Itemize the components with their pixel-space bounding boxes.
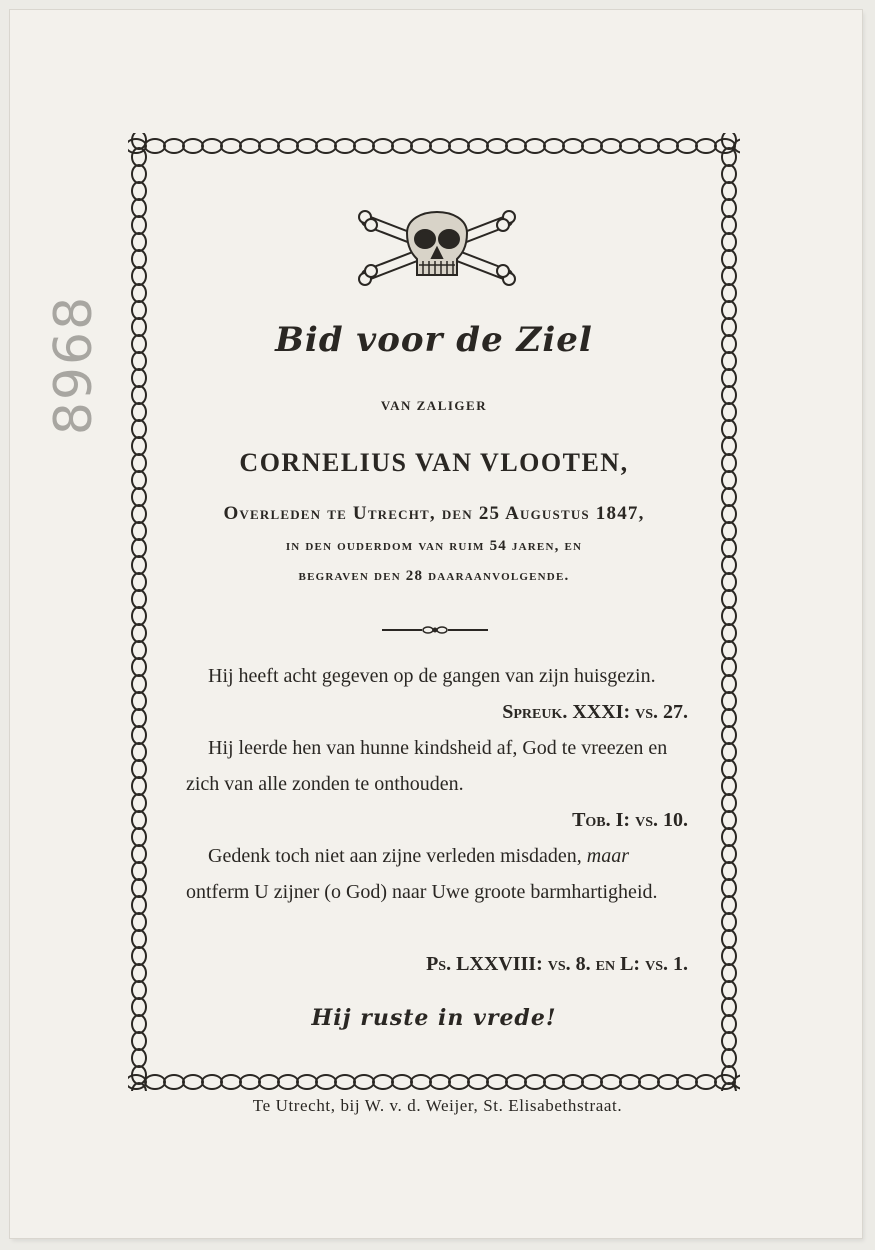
- chain-border-ornament: [131, 1082, 147, 1091]
- verse-1-ref: Spreuk. XXXI: vs. 27.: [502, 701, 688, 723]
- verse-1-reference: [186, 694, 688, 730]
- border-top: [128, 133, 740, 155]
- border-right: [718, 133, 740, 1091]
- verse-1: [186, 658, 688, 694]
- ornamental-divider-icon: [382, 626, 488, 634]
- deceased-name: CORNELIUS VAN VLOOTEN,: [239, 448, 629, 477]
- verse-2-reference: [186, 802, 688, 838]
- chain-border-ornament: [721, 1082, 737, 1091]
- handwritten-number: 8968: [44, 294, 104, 436]
- closing-blessing: Hij ruste in vrede!: [311, 1005, 557, 1031]
- border-bottom: [128, 1069, 740, 1091]
- card-title: Bid voor de Ziel: [275, 320, 593, 360]
- verse-2-text: Hij leerde hen van hunne kindsheid af, God te vreezen en zich van alle zonden te onthouden.: [186, 737, 668, 795]
- verse-3-pre: Gedenk toch niet aan zijne verleden misdaden,: [208, 845, 582, 867]
- card-content: [152, 158, 716, 1066]
- verse-3-reference: [186, 946, 688, 982]
- age-line: in den ouderdom van ruim 54 jaren, en: [285, 538, 583, 554]
- verse-3-ref: Ps. LXXVIII: vs. 8. en L: vs. 1.: [426, 953, 688, 975]
- verse-2-ref: Tob. I: vs. 10.: [572, 809, 688, 831]
- skull-crossbones-icon: [357, 193, 517, 303]
- verse-3: [186, 838, 688, 910]
- verse-1-text: Hij heeft acht gegeven op de gangen van zijn huisgezin.: [208, 665, 656, 687]
- burial-line: begraven den 28 daaraanvolgende.: [298, 568, 570, 584]
- verse-3-post: ontferm U zijner (o God) naar Uwe groote barmhartigheid.: [186, 881, 658, 903]
- death-line: Overleden te Utrecht, den 25 Augustus 1847,: [223, 503, 645, 524]
- border-left: [128, 133, 150, 1091]
- printer-imprint: Te Utrecht, bij W. v. d. Weijer, St. Elisabethstraat.: [252, 1096, 623, 1115]
- verse-3-emphasis: maar: [586, 845, 629, 867]
- card-subtitle: VAN ZALIGER: [380, 398, 488, 413]
- verse-2: [186, 730, 688, 802]
